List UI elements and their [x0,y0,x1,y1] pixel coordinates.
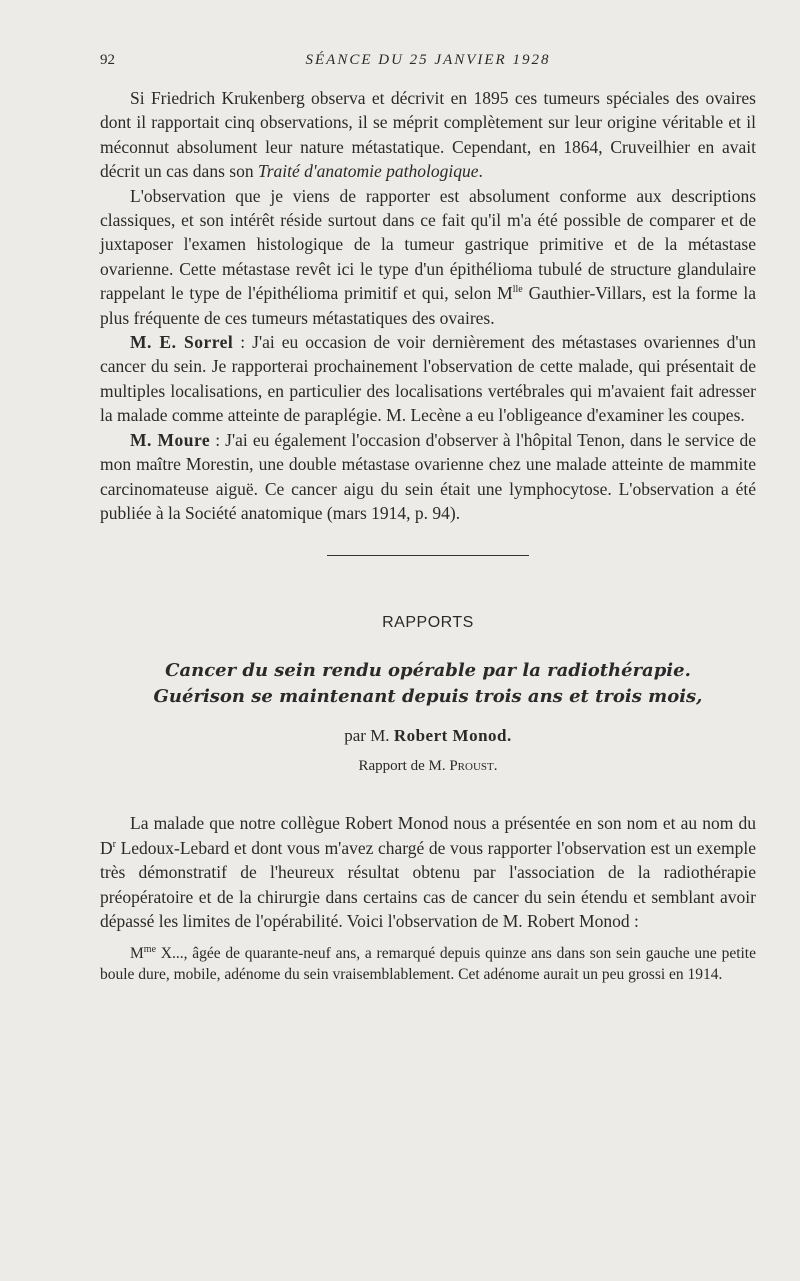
report-intro-end: Ledoux-Lebard et dont vous m'avez chargé de vous rapporter l'observation est un exemple très démonstratif de l'heureux résultat obtenu par l'association de la radiothérapie préopératoire et de la chirurgie dans certains cas de cancer du sein étendu et semblant avoir dépassé les limites de l'opérabilité. Voici l'observation de M. Robert Monod : [100,837,756,931]
case-history-start: M [130,945,144,963]
moure-remarks: : J'ai eu également l'occasion d'observer à l'hôpital Tenon, dans le service de mon maître Morestin, une double métastase ovarienne chez une malade atteinte de mammite carcinomateuse aiguë. Ce cancer aigu du sein était une lymphocytose. L'observation a été publiée à la Société anatomique (mars 1914, p. 94). [100,429,756,523]
book-title: Traité d'anatomie pathologique [257,161,479,182]
byline [100,726,756,746]
article-title-line-2: Guérison se maintenant depuis trois ans et trois mois, [153,686,703,708]
paragraph-case-history [100,943,756,985]
running-title: SÉANCE DU 25 JANVIER 1928 [305,52,551,68]
author-name: Robert Monod. [393,726,512,746]
paragraph-observation-end: Gauthier-Villars, est la forme la plus fréquente de ces tumeurs métastatiques des ovaires. [100,283,757,328]
paragraph-moure [100,428,756,526]
reporter-line [100,758,756,775]
speaker-moure: M. Moure [130,429,211,450]
article-title-line-1: Cancer du sein rendu opérable par la radiothérapie. [165,660,691,682]
section-divider [327,555,529,556]
paragraph-observation-text: L'observation que je viens de rapporter est absolument conforme aux descriptions classiques, et son intérêt réside surtout dans ce fait qu'il m'a été possible de comparer et de juxtaposer l'examen histologique de la tumeur gastrique primitive et de la métastase ovarienne. Cette métastase revêt ici le type d'un épithélioma tubulé de structure glandulaire rappelant le type de l'épithélioma primitif et qui, selon M [100,185,756,304]
paragraph-report-intro [100,811,756,933]
doctor-superscript: r [112,838,116,850]
byline-prefix: par M. [344,726,394,746]
section-heading: RAPPORTS [382,614,474,632]
case-history-text: X..., âgée de quarante-neuf ans, a remarqué depuis quinze ans dans son sein gauche une petite boule dure, mobile, adénome du sein vraisemblablement. Cet adénome aurait un peu grossi en 1914. [100,945,756,984]
running-head [100,52,756,76]
speaker-sorrel: M. E. Sorrel [130,332,234,353]
reporter-name: Proust. [449,758,498,775]
sorrel-remarks: : J'ai eu occasion de voir dernièrement des métastases ovariennes d'un cancer du sein. Je rapporterai prochainement l'observation de cette malade, qui présentait de multiples localisations, en particulier des localisations vertébrales qui m'avaient fait adresser la malade comme atteinte de paraplégie. M. Lecène a eu l'obligeance d'examiner les coupes. [100,332,756,426]
paragraph-krukenberg-text: Si Friedrich Krukenberg observa et décrivit en 1895 ces tumeurs spéciales des ovaires dont il rapportait cinq observations, il se méprit complètement sur leur origine véritable et il méconnut absolument leur nature métastatique. Cependant, en 1864, Cruveilhier en avait décrit un cas dans son [100,88,756,182]
paragraph-krukenberg [100,86,756,184]
paragraph-sorrel [100,330,756,428]
report-body [100,811,756,985]
paragraph-krukenberg-end: . [478,161,483,182]
title-superscript: lle [512,284,523,296]
reporter-prefix: Rapport de M. [358,758,450,775]
paragraph-observation [100,184,756,330]
page-number: 92 [100,52,115,68]
madame-superscript: me [143,944,157,956]
report-intro-text: La malade que notre collègue Robert Monod nous a présentée en son nom et au nom du D [100,813,756,858]
article-title [100,658,756,710]
